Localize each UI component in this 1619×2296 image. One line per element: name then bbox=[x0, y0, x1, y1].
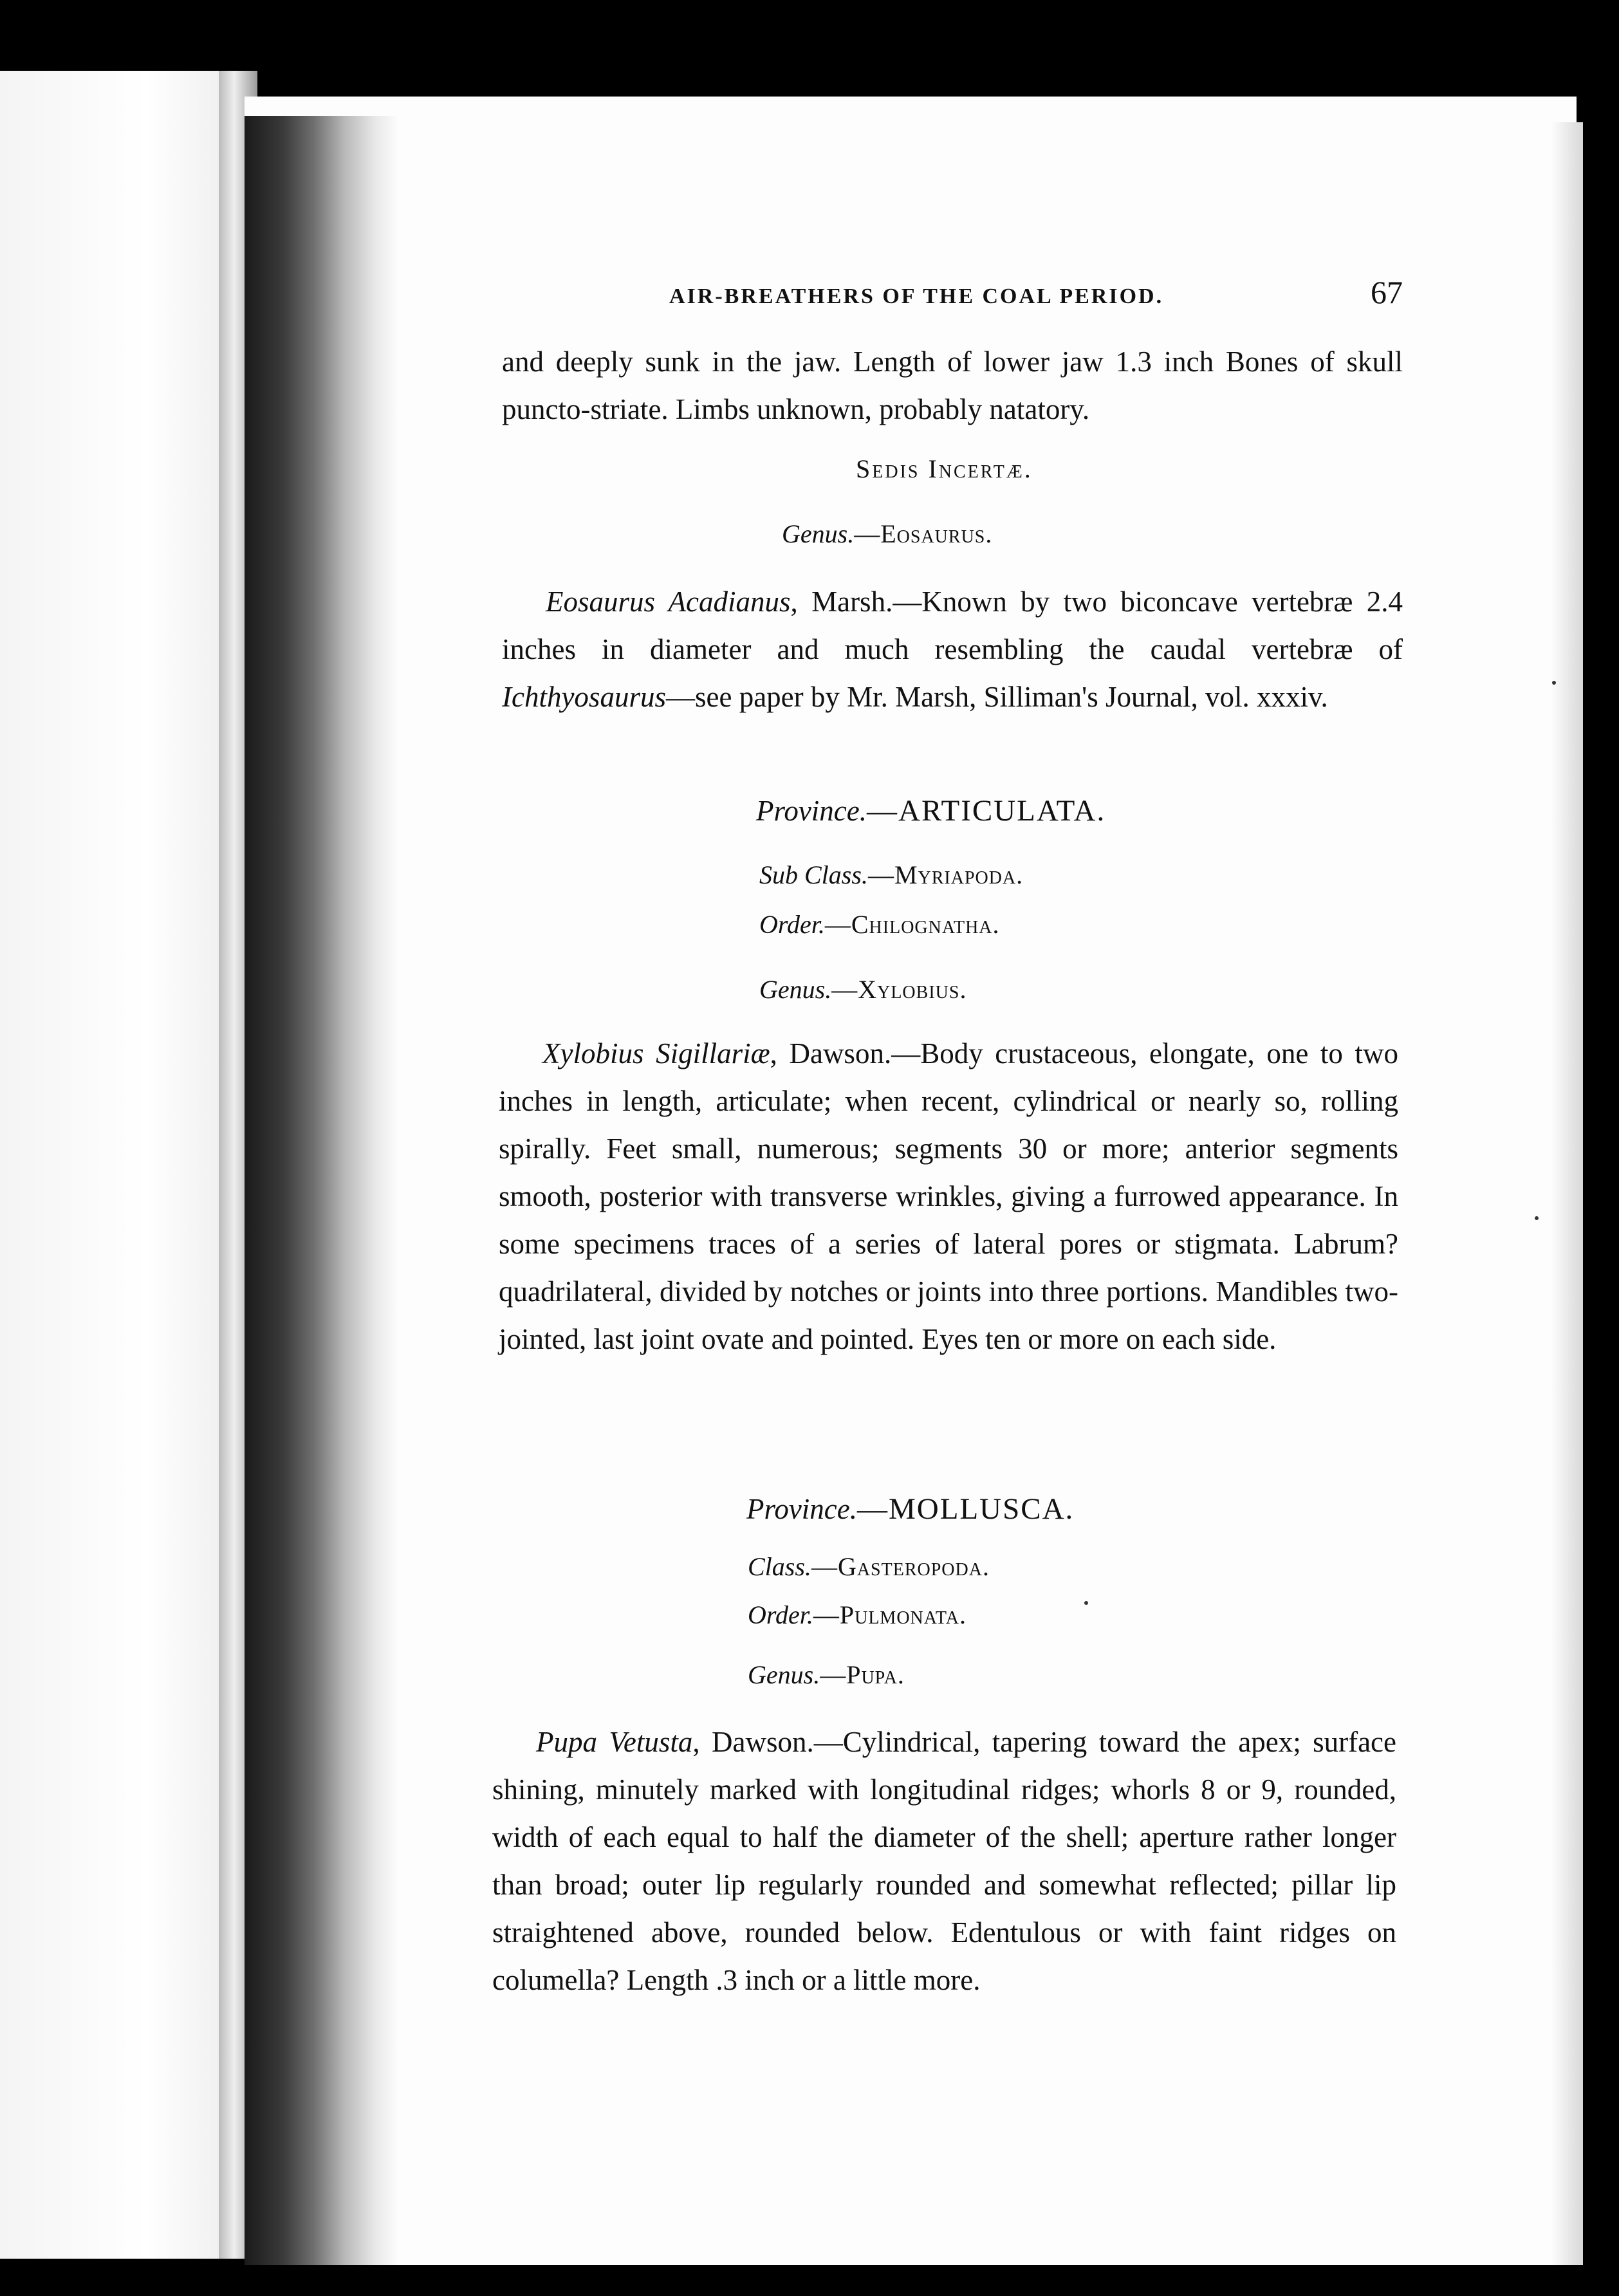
order-pulmonata-heading bbox=[748, 1596, 967, 1634]
description-text: , Dawson.—Cylindrical, tapering toward the apex; surface shining, minutely marked with longitudinal ridges; whorls 8 or 9, rounded, width of each equal to half the diameter of the shell; aperture rather longer than broad; outer lip regularly rounded and somewhat reflected; pillar lip straightened above, rounded below. Edentulous or with faint ridges on columella? Length .3 inch or a little more. bbox=[492, 1726, 1396, 1996]
left-facing-page bbox=[0, 71, 245, 2259]
description-text: , Marsh.—Known by two biconcave vertebræ 2.4 inches in diameter and much resembling the caudal vertebræ of bbox=[502, 586, 1403, 665]
heading-label: Order. bbox=[748, 1600, 813, 1629]
print-speck bbox=[1552, 681, 1556, 685]
order-chilognatha-heading bbox=[759, 905, 1000, 944]
running-head-title: AIR-BREATHERS OF THE COAL PERIOD. bbox=[669, 284, 1164, 308]
province-mollusca-heading bbox=[746, 1490, 1074, 1530]
print-speck bbox=[1084, 1601, 1088, 1605]
heading-name: —Myriapoda. bbox=[867, 860, 1024, 889]
continuation-paragraph: and deeply sunk in the jaw. Length of lower jaw 1.3 inch Bones of skull puncto-striate. Limbs unknown, probably natatory. bbox=[502, 346, 1403, 425]
species-name: Eosaurus Acadianus bbox=[546, 586, 791, 618]
sedis-incertae-heading: Sedis Incertæ. bbox=[856, 454, 1033, 483]
heading-label: Province. bbox=[746, 1493, 858, 1525]
eosaurus-description bbox=[502, 578, 1403, 721]
genus-eosaurus-heading bbox=[782, 515, 992, 553]
page-number: 67 bbox=[1371, 274, 1403, 310]
genus-reference: Ichthyosaurus bbox=[502, 681, 666, 713]
heading-name: —ARTICULATA. bbox=[867, 794, 1106, 828]
heading-name: —Xylobius. bbox=[831, 975, 967, 1004]
heading-label: Genus. bbox=[759, 975, 832, 1004]
heading-name: —Eosaurus. bbox=[854, 519, 993, 548]
binding-gutter-shadow bbox=[245, 116, 399, 2265]
heading-label: Sub Class. bbox=[759, 860, 868, 889]
pupa-description bbox=[492, 1718, 1396, 2004]
heading-name: —Chilognatha. bbox=[824, 910, 1000, 939]
heading-label: Genus. bbox=[748, 1660, 820, 1689]
description-text-rest: —see paper by Mr. Marsh, Silliman's Journal, vol. xxxiv. bbox=[665, 681, 1328, 713]
xylobius-description bbox=[499, 1030, 1398, 1363]
heading-name: —MOLLUSCA. bbox=[857, 1492, 1075, 1526]
heading-label: Genus. bbox=[782, 519, 855, 548]
heading-label: Class. bbox=[748, 1552, 811, 1581]
genus-xylobius-heading bbox=[759, 970, 967, 1009]
print-speck bbox=[1535, 1216, 1539, 1220]
class-gasteropoda-heading bbox=[748, 1548, 990, 1586]
species-name: Xylobius Sigillariæ bbox=[542, 1037, 770, 1069]
heading-name: —Pupa. bbox=[820, 1660, 905, 1689]
running-head bbox=[669, 273, 1403, 312]
subclass-myriapoda-heading bbox=[759, 856, 1023, 894]
province-articulata-heading bbox=[756, 792, 1106, 831]
right-page-edge bbox=[1551, 122, 1583, 2265]
description-text: , Dawson.—Body crustaceous, elongate, one to two inches in length, articulate; when recent, cylindrical or nearly so, rolling spirally. Feet small, numerous; segments 30 or more; anterior segments smooth, posterior with transverse wrinkles, giving a furrowed appearance. In some specimens traces of a series of lateral pores or stigmata. Labrum? quadrilateral, divided by notches or joints into three portions. Mandibles two-jointed, last joint ovate and pointed. Eyes ten or more on each side. bbox=[499, 1037, 1398, 1355]
heading-label: Order. bbox=[759, 910, 825, 939]
species-name: Pupa Vetusta bbox=[536, 1726, 693, 1758]
heading-name: —Gasteropoda. bbox=[811, 1552, 990, 1581]
heading-name: —Pulmonata. bbox=[813, 1600, 967, 1629]
genus-pupa-heading bbox=[748, 1656, 905, 1694]
heading-label: Province. bbox=[756, 795, 867, 827]
